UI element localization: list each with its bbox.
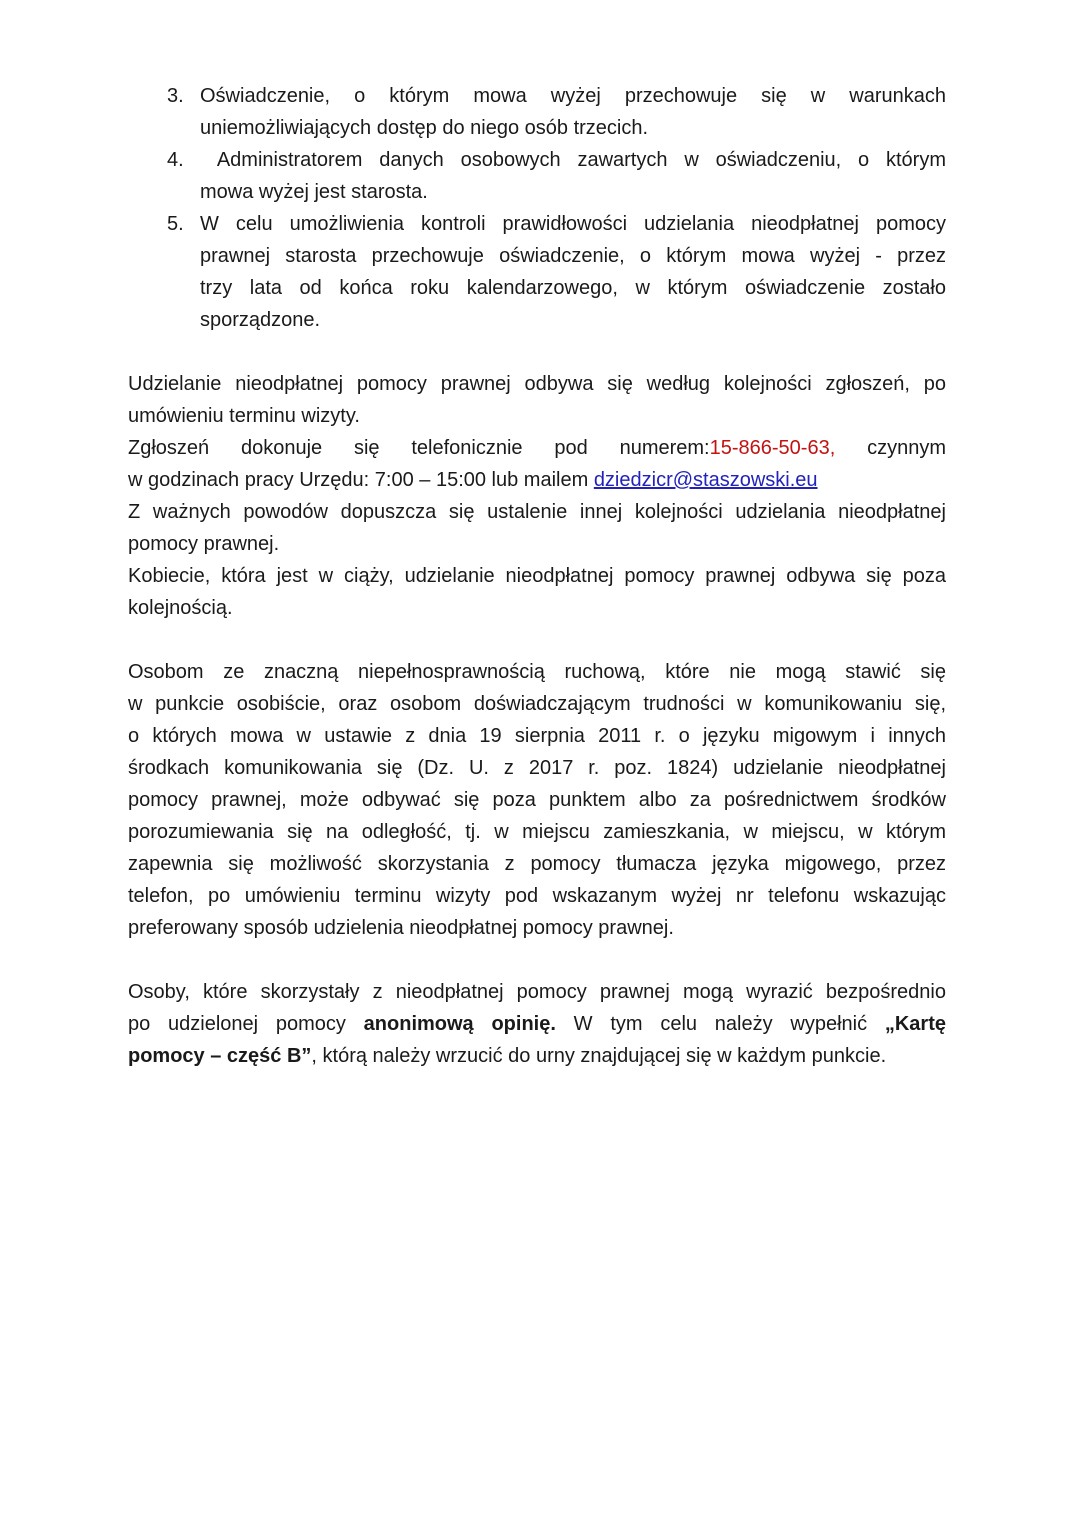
text-line — [128, 976, 946, 1008]
paragraph — [128, 560, 946, 624]
text-segment: mowa wyżej jest starosta. — [200, 181, 428, 203]
text-segment: sporządzone. — [200, 309, 321, 331]
text-line — [128, 1040, 946, 1072]
text-segment: o których mowa w ustawie z dnia 19 sierpnia 2011 r. o języku migowym i innych — [128, 725, 946, 747]
text-segment: czynnym — [835, 437, 946, 459]
paragraph-spacer — [128, 624, 946, 656]
text-line — [128, 560, 946, 592]
bold-text: „Kartę — [884, 1013, 946, 1035]
text-segment: porozumiewania się na odległość, tj. w miejscu zamieszkania, w miejscu, w którym — [128, 821, 946, 843]
document-page — [128, 80, 946, 1072]
paragraph — [128, 496, 946, 560]
text-segment: pomocy prawnej. — [128, 533, 280, 555]
paragraph — [128, 432, 946, 496]
text-segment: zapewnia się możliwość skorzystania z pomocy tłumacza języka migowego, przez — [128, 853, 946, 875]
text-line — [128, 272, 946, 304]
text-segment: Oświadczenie, o którym mowa wyżej przechowuje się w warunkach — [200, 85, 946, 107]
text-segment: Zgłoszeń dokonuje się telefonicznie pod numerem: — [128, 437, 710, 459]
text-segment: po udzielonej pomocy — [128, 1013, 364, 1035]
text-segment: preferowany sposób udzielenia nieodpłatnej pomocy prawnej. — [128, 917, 674, 939]
text-line — [128, 464, 946, 496]
bold-text: anonimową opinię. — [363, 1013, 556, 1035]
text-line — [128, 656, 946, 688]
text-line — [128, 80, 946, 112]
text-segment: , którą należy wrzucić do urny znajdującej się w każdym punkcie. — [311, 1045, 887, 1067]
text-line — [128, 112, 946, 144]
text-line — [128, 432, 946, 464]
bold-text: pomocy – część B” — [128, 1045, 312, 1067]
text-line — [128, 368, 946, 400]
text-line — [128, 496, 946, 528]
text-line — [128, 752, 946, 784]
paragraph — [128, 656, 946, 944]
phone-number: 15-866-50-63, — [709, 437, 836, 459]
text-segment: telefon, po umówieniu terminu wizyty pod wskazanym wyżej nr telefonu wskazując — [128, 885, 946, 907]
text-line — [128, 784, 946, 816]
email-link[interactable]: dziedzicr@staszowski.eu — [593, 469, 818, 491]
text-line — [128, 816, 946, 848]
paragraph-spacer — [128, 336, 946, 368]
paragraph-spacer — [128, 944, 946, 976]
text-line — [128, 880, 946, 912]
text-segment: uniemożliwiających dostęp do niego osób trzecich. — [200, 117, 649, 139]
text-line — [128, 720, 946, 752]
text-line — [128, 304, 946, 336]
text-line — [128, 208, 946, 240]
text-segment: Z ważnych powodów dopuszcza się ustalenie innej kolejności udzielania nieodpłatnej — [128, 501, 946, 523]
text-segment: Udzielanie nieodpłatnej pomocy prawnej odbywa się według kolejności zgłoszeń, po — [128, 373, 946, 395]
text-line — [128, 400, 946, 432]
text-segment: środkach komunikowania się (Dz. U. z 2017 r. poz. 1824) udzielanie nieodpłatnej — [128, 757, 946, 779]
list-number: 3. — [167, 85, 184, 107]
ordered-list — [128, 80, 946, 336]
text-line — [128, 1008, 946, 1040]
text-line — [128, 912, 946, 944]
text-line — [128, 176, 946, 208]
paragraph — [128, 368, 946, 432]
text-segment: pomocy prawnej, może odbywać się poza punktem albo za pośrednictwem środków — [128, 789, 946, 811]
text-line — [128, 528, 946, 560]
text-segment: Kobiecie, która jest w ciąży, udzielanie nieodpłatnej pomocy prawnej odbywa się poza — [128, 565, 946, 587]
text-segment: prawnej starosta przechowuje oświadczenie, o którym mowa wyżej - przez — [200, 245, 946, 267]
text-segment: W celu umożliwienia kontroli prawidłowości udzielania nieodpłatnej pomocy — [200, 213, 946, 235]
text-segment: Osobom ze znaczną niepełnosprawnością ruchową, które nie mogą stawić się — [128, 661, 946, 683]
text-segment: Administratorem danych osobowych zawartych w oświadczeniu, o którym — [200, 149, 946, 171]
text-line — [128, 592, 946, 624]
paragraph — [128, 976, 946, 1072]
text-segment: W tym celu należy wypełnić — [555, 1013, 885, 1035]
list-number: 4. — [167, 149, 184, 171]
text-segment: w punkcie osobiście, oraz osobom doświadczającym trudności w komunikowaniu się, — [128, 693, 946, 715]
text-segment: Osoby, które skorzystały z nieodpłatnej pomocy prawnej mogą wyrazić bezpośrednio — [128, 981, 946, 1003]
text-segment: umówieniu terminu wizyty. — [128, 405, 360, 427]
text-line — [128, 688, 946, 720]
text-line — [128, 144, 946, 176]
text-segment: trzy lata od końca roku kalendarzowego, w którym oświadczenie zostało — [200, 277, 946, 299]
text-segment: kolejnością. — [128, 597, 233, 619]
text-line — [128, 240, 946, 272]
list-number: 5. — [167, 213, 184, 235]
text-segment: w godzinach pracy Urzędu: 7:00 – 15:00 lub mailem — [128, 469, 594, 491]
text-line — [128, 848, 946, 880]
